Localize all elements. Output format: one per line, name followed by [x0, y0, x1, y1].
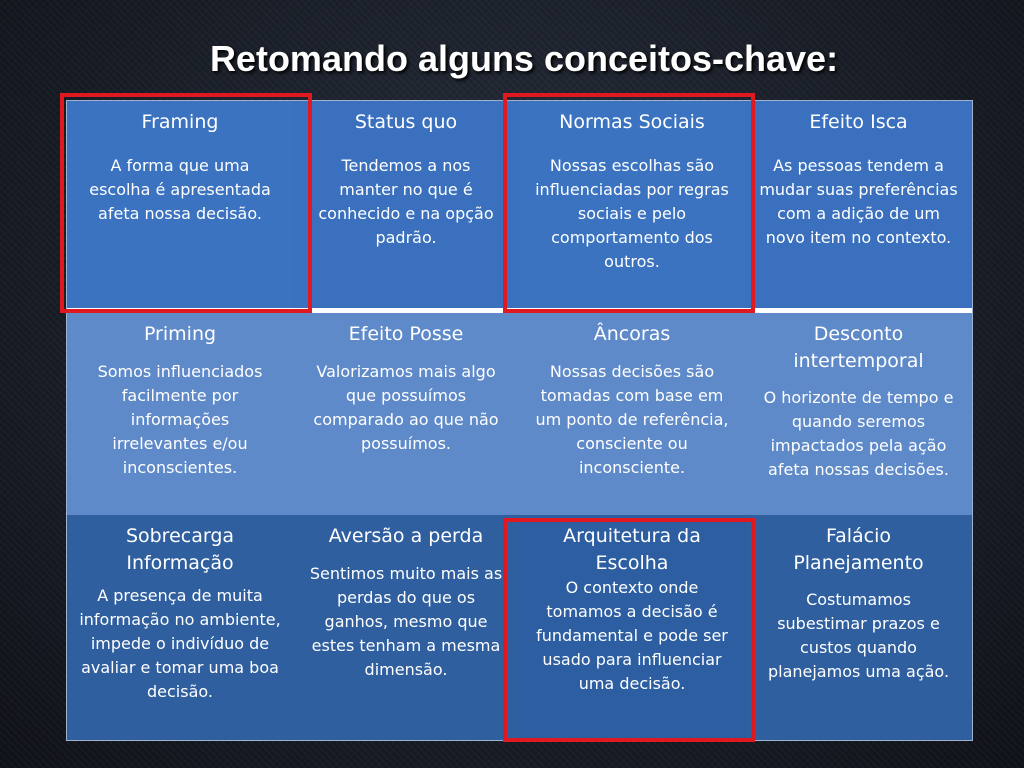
slide-title: Retomando alguns conceitos-chave: — [209, 38, 839, 79]
cell-description: O horizonte de tempo e quando seremos impactados pela ação afeta nossas decisões. — [763, 388, 954, 480]
cell-arquitetura-da-escolha — [519, 515, 745, 740]
cell-heading: Aversão a perda — [328, 525, 484, 547]
cell-description: A forma que uma escolha é apresentada afeta nossa decisão. — [89, 155, 271, 223]
cell-description: Nossas decisões são tomadas com base em um ponto de referência, consciente ou inconsciente. — [535, 361, 729, 477]
cell-status-quo — [293, 101, 519, 308]
cell-heading: Normas Sociais — [559, 111, 705, 133]
cell-efeito-posse — [293, 308, 519, 515]
cell-heading: Desconto intertemporal — [793, 323, 924, 372]
cell-priming — [67, 308, 293, 515]
cell-heading: Sobrecarga Informação — [125, 525, 235, 574]
cell-description: A presença de muita informação no ambiente, impede o indivíduo de avaliar e tomar uma boa decisão. — [79, 586, 281, 702]
cell-heading: Priming — [143, 323, 217, 345]
cell-aversao-a-perda — [293, 515, 519, 740]
cell-falacio-planejamento — [745, 515, 972, 740]
cell-heading: Falácio Planejamento — [793, 525, 924, 574]
cell-heading: Efeito Posse — [348, 323, 464, 345]
cell-efeito-isca — [745, 101, 972, 308]
cell-normas-sociais — [519, 101, 745, 308]
cell-description: Somos influenciados facilmente por informações irrelevantes e/ou inconscientes. — [97, 361, 263, 477]
cell-description: Valorizamos mais algo que possuímos comparado ao que não possuímos. — [313, 361, 499, 453]
cell-heading: Efeito Isca — [809, 111, 908, 133]
cell-desconto-intertemporal — [745, 308, 972, 515]
cell-description: Nossas escolhas são influenciadas por regras sociais e pelo comportamento dos outros. — [535, 155, 729, 271]
cell-ancoras — [519, 308, 745, 515]
cell-description: Costumamos subestimar prazos e custos quando planejamos uma ação. — [767, 590, 950, 682]
concepts-table — [67, 101, 972, 740]
cell-framing — [67, 101, 293, 308]
cell-description: Sentimos muito mais as perdas do que os ganhos, mesmo que estes tenham a mesma dimensão. — [309, 563, 503, 679]
cell-description: O contexto onde tomamos a decisão é fundamental e pode ser usado para influenciar uma decisão. — [536, 578, 728, 694]
cell-description: Tendemos a nos manter no que é conhecido e na opção padrão. — [318, 155, 494, 247]
cell-heading: Âncoras — [593, 323, 671, 345]
cell-heading: Status quo — [354, 111, 458, 133]
cell-description: As pessoas tendem a mudar suas preferências com a adição de um novo item no contexto. — [759, 155, 958, 247]
cell-heading: Arquitetura da Escolha — [563, 525, 701, 574]
cell-heading: Framing — [141, 111, 219, 133]
cell-sobrecarga-informacao — [67, 515, 293, 740]
